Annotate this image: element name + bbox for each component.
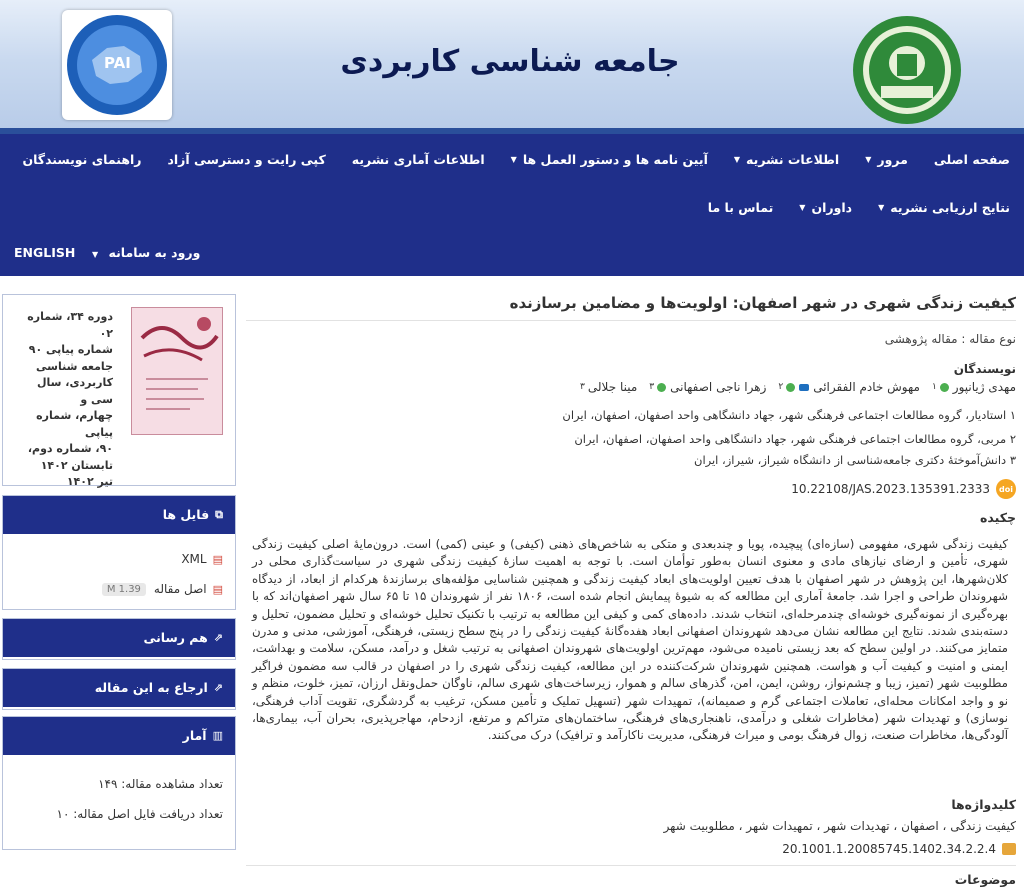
files-panel-header: ⧉ فایل ها xyxy=(3,496,235,534)
issue-info[interactable] xyxy=(13,309,113,507)
files-panel xyxy=(2,495,236,610)
nav-reviewers[interactable]: داوران ▼ xyxy=(799,200,853,215)
abstract-heading: چکیده xyxy=(980,510,1016,525)
nav-english[interactable]: ENGLISH xyxy=(14,245,76,260)
cover-art-icon xyxy=(132,308,222,434)
issue-line: جامعه شناسی xyxy=(36,359,113,373)
authors-list xyxy=(568,380,1016,394)
affiliation: ۱ استادیار، گروه مطالعات اجتماعی فرهنگی شهر، جهاد دانشگاهی واحد اصفهان، اصفهان، ایران xyxy=(562,408,1016,422)
cite-panel[interactable] xyxy=(2,668,236,710)
external-link-icon: ⇗ xyxy=(213,681,223,694)
nav-evaluation-results[interactable]: نتایج ارزیابی نشریه ▼ xyxy=(878,200,1010,215)
university-emblem-logo[interactable] xyxy=(851,14,963,126)
subjects-heading: موضوعات xyxy=(954,872,1016,887)
pdf-file-icon: ▤ xyxy=(212,552,223,566)
issue-panel xyxy=(2,294,236,486)
nav-copyright[interactable]: کپی رایت و دسترسی آزاد xyxy=(167,152,326,167)
nav-home[interactable]: صفحه اصلی xyxy=(933,152,1010,167)
chevron-down-icon: ▼ xyxy=(865,155,872,164)
affiliation: ۳ دانش‌آموختهٔ دکتری جامعه‌شناسی از دانشگاه شیراز، شیراز، ایران xyxy=(694,453,1016,467)
doi-link[interactable]: 10.22108/JAS.2023.135391.2333 doi xyxy=(791,479,1016,499)
issue-line: تیر ۱۴۰۲ xyxy=(66,475,113,488)
nav-contact[interactable]: تماس با ما xyxy=(707,200,774,215)
external-link-icon: ⇗ xyxy=(213,631,223,644)
bar-chart-icon: ▥ xyxy=(212,729,223,742)
population-association-logo[interactable] xyxy=(62,10,172,120)
abstract-text: کیفیت زندگی شهری، مفهومی (سازه‌ای) پیچیده، پویا و چندبعدی و متکی به شاخص‌های ذهنی (کیفی) و عینی (کمی) است. درون‌مایهٔ اصلی کیفیت زندگی شهری، تأمین و ارضای نیازهای مادی و معنوی انسان به‌طور توأمان است. با توجه به اهمیت سازهٔ کیفیت زندگی شهری در سیاست‌گذاری محلی در کلان‌شهرها، این پژوهش در شهر اصفهان با هدف تعیین اولویت‌های ابعاد کیفیت زندگی و همچنین شناسایی مؤلفه‌های برسازندهٔ هرکدام از ابعاد، از دیدگاه شهروندان طراحی و اجرا شد. جامعهٔ آماری این مطالعه که به شیوهٔ پیمایش انجام شده است، ۱۸۰۶ نفر از شهروندان ۱۵ تا ۶۵ سال شهر اصفهان‌اند که با بهره‌گیری از نمونه‌گیری خوشه‌ای چندمرحله‌ای، انتخاب شدند. داده‌های کمی و کیفی این مطالعه به ترتیب با تکنیک تحلیل خوشه‌ای و تحلیل مضمون، تحلیل و دسته‌بندی شدند. نتایج این مطالعه نشان می‌دهد شهروندان اصفهانی ابعاد هفده‌گانهٔ کیفیت زندگی را در پنج سطح زیستی، فرهنگی، آموزشی، مدنی و مدرن متمایز می‌کنند. در اولین سطح که بعد زیستی نامیده می‌شود، مهم‌ترین اولویت‌های شهروندان اصفهانی به ترتیب شغل و درآمد، مسکن، سلامت و بهداشت، ایمنی و امنیت و کیفیت آب و هواست. همچنین شهروندان شرکت‌کننده در این مطالعه، کیفیت زندگی شهری را در اصفهان در قالب سه مضمون فراگیر مطلوبیت شهر (تمیز، زیبا و چشم‌نواز، روشن، ایمن، امن، گذرهای سالم و هموار، زیرساخت‌های شهری سالم، ناوگان حمل‌ونقل ارزان، تمیز، خلوت، منظم و نو و واجد امکانات محله‌ای، تعاملات اجتماعی گرم و صمیمانه)، تمهیدات شهر (تسهیل تملیک و تأمین مسکن، ترغیب به گردشگری، تقویت آداب فرهنگی، نوسازی) و تهدیدات شهر (مخاطرات شغلی و درآمدی، ناهنجاری‌های فرهنگی، ساختمان‌های متراکم و مرتفع، ازدحام، مهاجرپذیری، بحران آب، بیماری‌ها، آلودگی‌ها، مخاطرات صنعت، زوال فرهنگ بومی و میراث فرهنگی، مدیریت ناکارآمد و ترافیک) درک می‌کنند. xyxy=(252,537,1008,743)
link-icon xyxy=(1002,843,1016,855)
main-navigation xyxy=(0,134,1024,276)
chevron-down-icon: ▼ xyxy=(799,203,806,212)
article-title: کیفیت زندگی شهری در شهر اصفهان: اولویت‌ها و مضامین برسازنده xyxy=(509,294,1016,312)
chevron-down-icon: ▼ xyxy=(510,155,517,164)
orcid-icon[interactable] xyxy=(786,383,795,392)
author-item[interactable]: مهدی ژیانپور ۱ xyxy=(931,380,1016,394)
chevron-down-icon: ▼ xyxy=(733,155,741,164)
chevron-down-icon: ▼ xyxy=(878,203,885,212)
authors-heading: نویسندگان xyxy=(953,362,1016,376)
nav-row-2 xyxy=(0,200,1010,215)
issue-line: کاربردی، سال سی و xyxy=(36,376,113,406)
divider xyxy=(246,320,1016,321)
downloads-stat: تعداد دریافت فایل اصل مقاله: ۱۰ xyxy=(56,807,223,821)
nav-author-guide[interactable]: راهنمای نویسندگان xyxy=(22,152,142,167)
original-pdf-link[interactable]: ▤ اصل مقاله 1.39 M xyxy=(3,574,235,604)
nav-statistics[interactable]: اطلاعات آماری نشریه xyxy=(351,152,485,167)
doi-icon: doi xyxy=(996,479,1016,499)
orcid-icon[interactable] xyxy=(940,383,949,392)
site-title[interactable]: جامعه شناسی کاربردی xyxy=(340,44,680,79)
issue-line: ۹۰، شماره دوم، xyxy=(27,442,113,455)
issue-line: چهارم، شماره پیاپی xyxy=(36,409,113,439)
issue-line: دوره ۳۴، شماره ۰۲ xyxy=(27,310,113,340)
author-item[interactable]: زهرا ناجی اصفهانی ۳ xyxy=(649,380,767,394)
cite-panel-header[interactable]: ⇗ ارجاع به این مقاله xyxy=(3,669,235,707)
keywords-list[interactable]: کیفیت زندگی ، اصفهان ، تهدیدات شهر ، تمهیدات شهر ، مطلوبیت شهر xyxy=(663,819,1016,833)
university-emblem-icon xyxy=(851,14,963,126)
file-size-badge: 1.39 M xyxy=(102,583,146,596)
divider xyxy=(246,865,1016,866)
xml-file-link[interactable]: ▤ XML xyxy=(181,552,223,566)
nav-regulations[interactable]: آیین نامه ها و دستور العمل ها ▼ xyxy=(510,152,708,167)
chevron-down-icon: ▼ xyxy=(92,250,99,259)
article-type: نوع مقاله : مقاله پژوهشی xyxy=(884,332,1016,346)
affiliation: ۲ مربی، گروه مطالعات اجتماعی فرهنگی شهر، جهاد دانشگاهی واحد اصفهان، اصفهان، ایران xyxy=(574,432,1016,446)
author-item[interactable]: مینا جلالی ۳ xyxy=(580,380,638,394)
nav-journal-info[interactable]: اطلاعات نشریه ▼ xyxy=(733,152,840,167)
logo-text: PAI xyxy=(104,54,131,72)
stats-panel xyxy=(2,716,236,850)
pdf-file-icon: ▤ xyxy=(212,582,223,596)
site-header xyxy=(0,0,1024,134)
issue-line: شماره پیاپی ۹۰ xyxy=(28,343,113,356)
nav-row-1 xyxy=(0,152,1010,167)
nav-login[interactable]: ورود به سامانه ▼ xyxy=(92,245,201,260)
nav-browse[interactable]: مرور ▼ xyxy=(865,152,908,167)
keywords-heading: کلیدواژه‌ها xyxy=(951,797,1016,812)
urn-link[interactable]: 20.1001.1.20085745.1402.34.2.2.4 xyxy=(782,842,1016,856)
files-icon: ⧉ xyxy=(215,508,223,521)
views-stat: تعداد مشاهده مقاله: ۱۴۹ xyxy=(98,777,223,791)
journal-cover-image[interactable] xyxy=(131,307,223,435)
email-icon[interactable] xyxy=(799,384,809,391)
stats-panel-header: ▥ آمار xyxy=(3,717,235,755)
issue-line: تابستان ۱۴۰۲ xyxy=(40,458,113,472)
share-panel-header[interactable]: ⇗ هم رسانی xyxy=(3,619,235,657)
share-panel[interactable] xyxy=(2,618,236,660)
author-item[interactable]: مهوش خادم الفقرائی ۲ xyxy=(778,380,920,394)
orcid-icon[interactable] xyxy=(657,383,666,392)
